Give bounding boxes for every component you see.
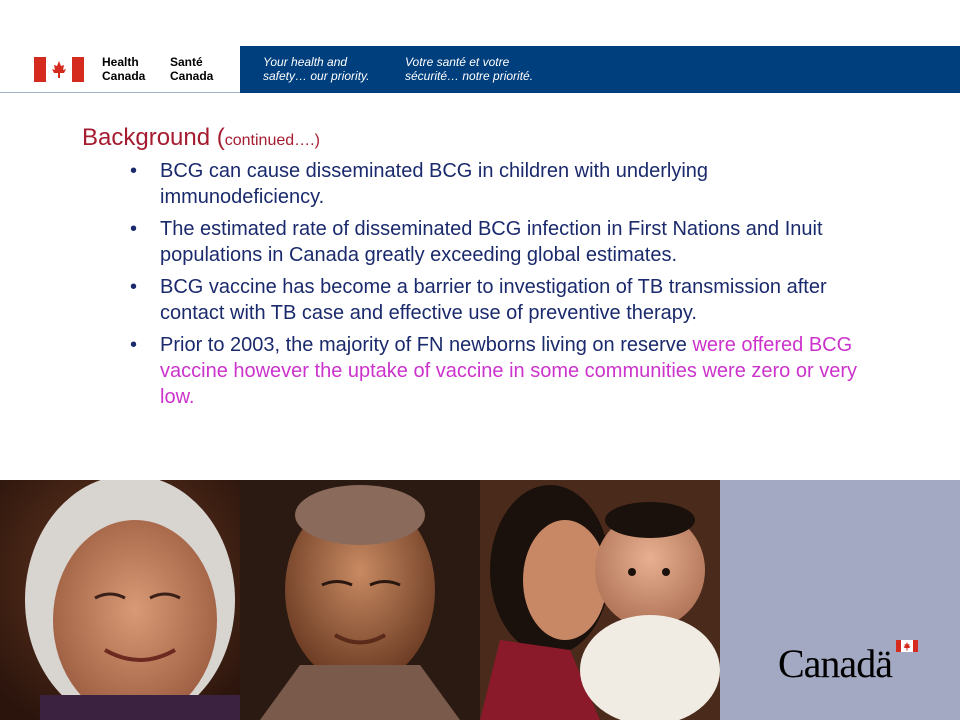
bullet-dot: •: [130, 218, 138, 240]
bullet-text: The estimated rate of disseminated BCG infection in First Nations and Inuit populations in Canada greatly exceeding global estimates.: [160, 218, 823, 266]
bullet-text: Prior to 2003, the majority of FN newborns living on reserve: [160, 334, 693, 356]
list-item: [130, 216, 870, 268]
bullet-dot: •: [130, 160, 138, 182]
bullet-dot: •: [130, 334, 138, 356]
mother-baby-photo: [480, 480, 720, 720]
motto-fr: Votre santé et votre sécurité… notre priorité.: [405, 55, 534, 83]
bullet-list: [130, 158, 870, 416]
bullet-dot: •: [130, 276, 138, 298]
motto-en: Your health and safety… our priority.: [263, 55, 370, 83]
dept-name-en: Health Canada: [102, 55, 146, 83]
canada-flag-icon: [34, 57, 84, 82]
elder-man-photo: [240, 480, 480, 720]
slide-title-main: Background (: [82, 124, 225, 151]
list-item: [130, 274, 870, 326]
bullet-text: BCG can cause disseminated BCG in children with underlying immunodeficiency.: [160, 160, 709, 208]
elder-woman-photo: [0, 480, 240, 720]
dept-name-fr: Santé Canada: [170, 55, 214, 83]
list-item: [130, 332, 870, 410]
canada-wordmark: Canadä: [778, 641, 892, 686]
list-item: [130, 158, 870, 210]
bullet-highlight-text: were offered BCG vaccine however the uptake of vaccine in some communities were zero or very low.: [160, 334, 857, 408]
bullet-text: BCG vaccine has become a barrier to investigation of TB transmission after contact with TB case and effective use of preventive therapy.: [160, 276, 827, 324]
slide-title-continued: continued….): [224, 132, 320, 149]
logo-area: [0, 46, 240, 93]
header-banner: [0, 46, 960, 93]
wordmark-flag-icon: [896, 640, 918, 652]
slide-title: [82, 124, 320, 152]
